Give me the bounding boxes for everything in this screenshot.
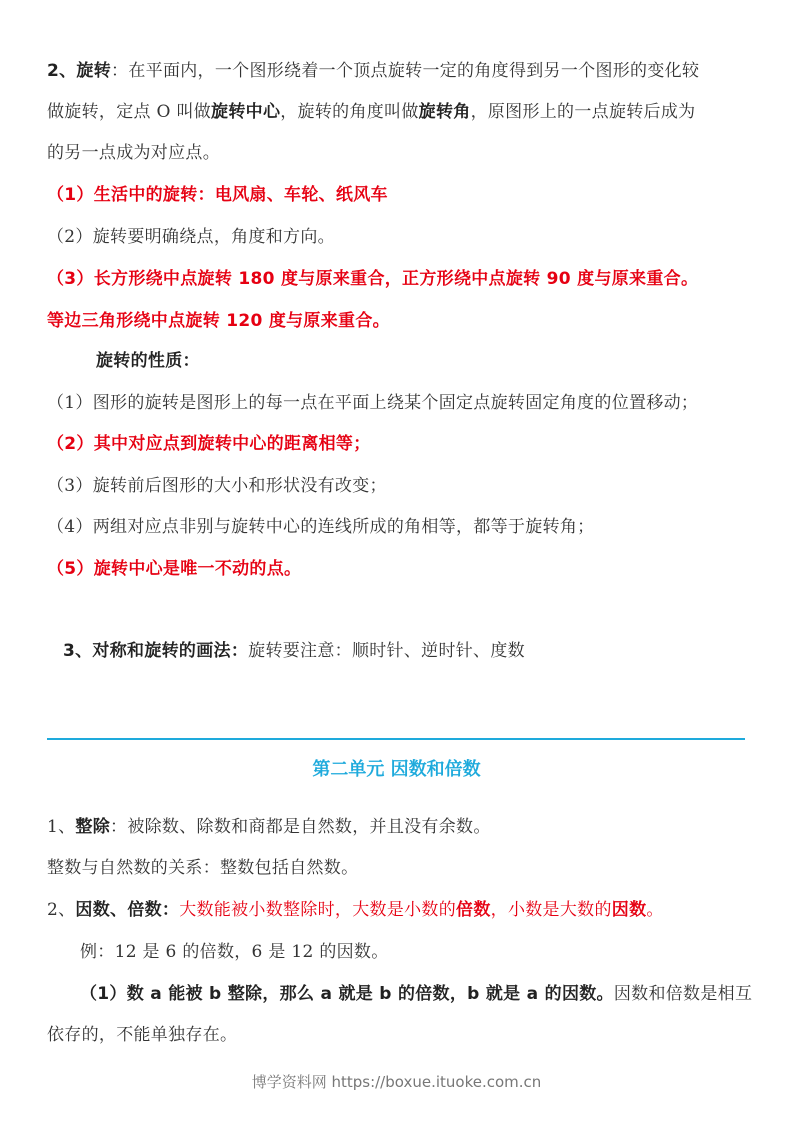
property-2: （2）其中对应点到旋转中心的距离相等； bbox=[47, 434, 371, 454]
example-line: 例：12 是 6 的倍数，6 是 12 的因数。 bbox=[80, 942, 389, 962]
rotation-definition-text: 在平面内，一个图形绕着一个顶点旋转一定的角度得到另一个图形的变化较 bbox=[128, 61, 700, 81]
footer-watermark: 博学资料网 https://boxue.ituoke.com.cn bbox=[251, 1073, 542, 1091]
point-3-rectangle-square: （3）长方形绕中点旋转 180 度与原来重合，正方形绕中点旋转 90 度与原来重合。 bbox=[47, 269, 699, 289]
text-segment: ，原图形上的一点旋转后成为 bbox=[470, 102, 696, 122]
section-divider bbox=[47, 738, 745, 740]
divisibility-text: ：被除数、除数和商都是自然数，并且没有余数。 bbox=[110, 817, 491, 837]
term-rotation-angle: 旋转角 bbox=[418, 102, 471, 122]
term-rotation-center: 旋转中心 bbox=[211, 102, 281, 122]
term-divisibility: 整除 bbox=[75, 817, 111, 837]
rotation-definition-line3: 的另一点成为对应点。 bbox=[47, 143, 220, 163]
property-1: （1）图形的旋转是图形上的每一点在平面上绕某个固定点旋转固定角度的位置移动； bbox=[47, 393, 699, 413]
term-factor-multiple: 因数、倍数： bbox=[75, 900, 180, 920]
rotation-definition-line2 bbox=[47, 101, 745, 123]
item-number: 1、 bbox=[47, 817, 76, 837]
rule-bold-text: （1）数 a 能被 b 整除，那么 a 就是 b 的倍数，b 就是 a 的因数。 bbox=[80, 984, 614, 1004]
property-3: （3）旋转前后图形的大小和形状没有改变； bbox=[47, 476, 387, 496]
rotation-definition-line1 bbox=[47, 60, 745, 82]
point-1-life-rotation: （1）生活中的旋转：电风扇、车轮、纸风车 bbox=[47, 185, 388, 205]
text-segment: ，旋转的角度叫做 bbox=[280, 102, 419, 122]
rotation-heading: 2、旋转 bbox=[47, 61, 112, 81]
property-5: （5）旋转中心是唯一不动的点。 bbox=[47, 559, 302, 579]
property-4: （4）两组对应点非别与旋转中心的连线所成的角相等，都等于旋转角； bbox=[47, 517, 595, 537]
text-segment: 做旋转，定点 O 叫做 bbox=[47, 102, 212, 122]
term-multiple: 倍数 bbox=[456, 900, 491, 920]
integer-relation-line: 整数与自然数的关系：整数包括自然数。 bbox=[47, 858, 359, 878]
unit-title: 第二单元 因数和倍数 bbox=[312, 759, 481, 780]
drawing-method-heading: 3、对称和旋转的画法： bbox=[63, 641, 249, 661]
properties-title: 旋转的性质： bbox=[96, 351, 200, 371]
factor-multiple-line bbox=[47, 899, 745, 921]
rule-rest-text: 因数和倍数是相互 bbox=[613, 984, 753, 1004]
point-3-triangle: 等边三角形绕中点旋转 120 度与原来重合。 bbox=[47, 311, 390, 331]
point-2-rotation-requirements: （2）旋转要明确绕点，角度和方向。 bbox=[47, 227, 335, 247]
rule-line1 bbox=[80, 983, 753, 1005]
drawing-method-text: 旋转要注意：顺时针、逆时针、度数 bbox=[248, 641, 525, 661]
drawing-method-line bbox=[63, 640, 745, 662]
colon: ： bbox=[111, 61, 129, 81]
term-factor: 因数 bbox=[611, 900, 647, 920]
divisibility-line bbox=[47, 816, 745, 838]
item-number: 2、 bbox=[47, 900, 76, 920]
text-segment: 。 bbox=[646, 900, 664, 920]
rule-line2: 依存的，不能单独存在。 bbox=[47, 1025, 238, 1045]
text-segment: 大数能被小数整除时，大数是小数的 bbox=[179, 900, 457, 920]
text-segment: ，小数是大数的 bbox=[490, 900, 612, 920]
